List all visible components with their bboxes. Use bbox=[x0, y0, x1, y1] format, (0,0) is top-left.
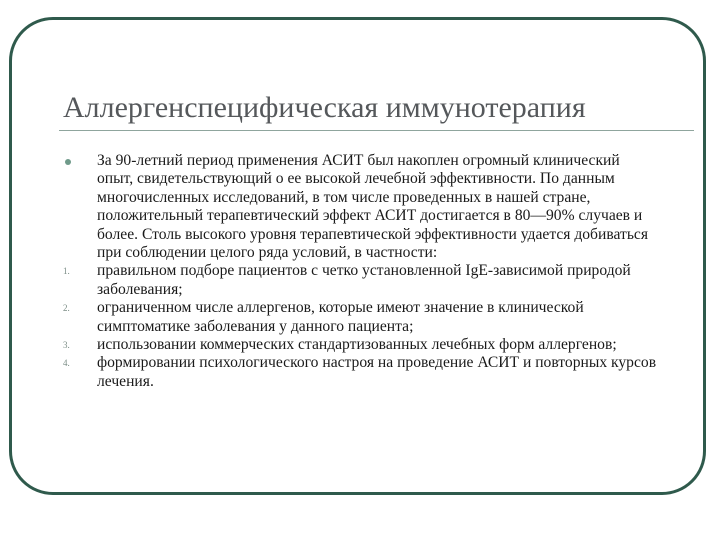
list-number: 1. bbox=[63, 266, 70, 277]
list-item-text: правильном подборе пациентов с четко установленной IgE-зависимой природой заболевания; bbox=[97, 262, 631, 298]
slide-body bbox=[59, 152, 659, 391]
list-item-2 bbox=[59, 299, 659, 336]
list-item-text: использовании коммерческих стандартизованных лечебных форм аллергенов; bbox=[97, 336, 617, 354]
list-item-text: ограниченном числе аллергенов, которые имеют значение в клинической симптоматике заболевания у данного пациента; bbox=[97, 299, 584, 335]
list-item-text: формировании психологического настроя на проведение АСИТ и повторных курсов лечения. bbox=[97, 354, 657, 390]
list-number: 2. bbox=[63, 303, 70, 314]
bullet-dot-icon bbox=[65, 159, 71, 165]
list-item-4 bbox=[59, 354, 659, 391]
title-divider bbox=[59, 130, 694, 131]
list-item-1 bbox=[59, 262, 659, 299]
list-item-3 bbox=[59, 336, 659, 354]
slide-title: Аллергенспецифическая иммунотерапия bbox=[63, 91, 586, 124]
list-number: 4. bbox=[63, 358, 70, 369]
intro-paragraph bbox=[59, 152, 659, 262]
list-number: 3. bbox=[63, 340, 70, 351]
intro-text: За 90-летний период применения АСИТ был накоплен огромный клинический опыт, свидетельствующий о ее высокой лечебной эффективности. По данным многочисленных исследований, в том числе проведенных в нашей стране, положительный терапевтический эффект АСИТ достигается в 80—90% случаев и более. Столь высокого уровня терапевтической эффективности удается добиваться при соблюдении целого ряда условий, в частности: bbox=[97, 152, 649, 262]
